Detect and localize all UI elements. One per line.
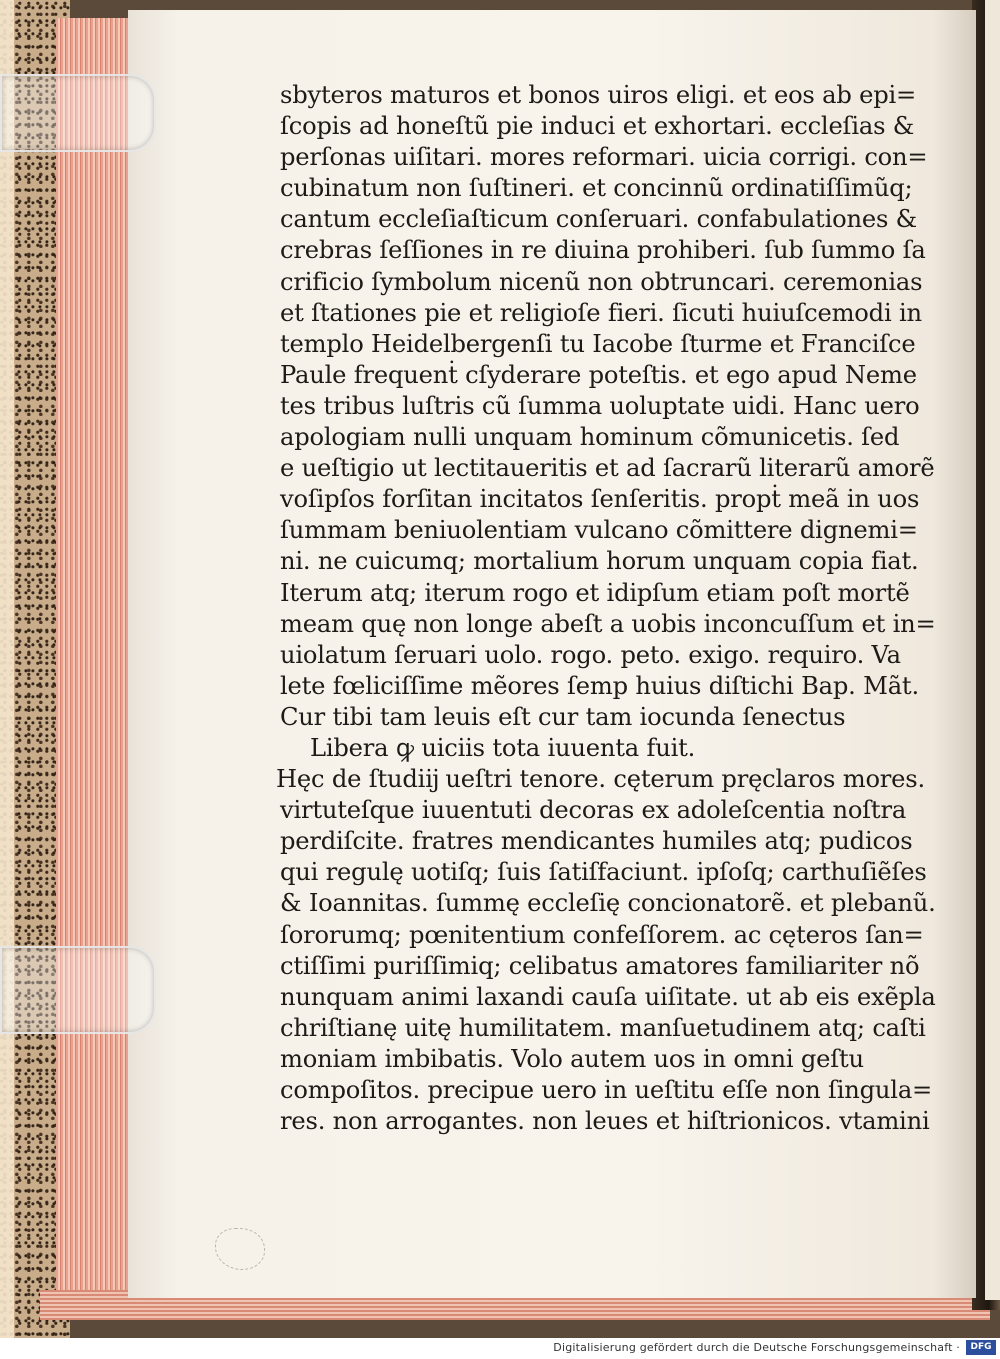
text-line: crificio ſymbolum nicenũ non obtruncari. ceremonias: [280, 267, 923, 296]
text-line: virtuteſque iuuentuti decoras ex adoleſcentia noſtra: [280, 796, 907, 825]
text-line: perſonas uiſitari. mores reformari. uicia corrigi. con=: [280, 143, 928, 172]
text-line: & Ioannitas. ſummę eccleſię concionatorẽ. et plebanũ.: [280, 889, 936, 918]
text-line: apologiam nulli unquam hominum cõmunicetis. ſed: [280, 423, 900, 452]
text-line: crebras ſeſſiones in re diuina prohiberi. ſub ſummo ſa: [280, 236, 926, 265]
text-line: ſummam beniuolentiam vulcano cõmittere dignemi=: [280, 516, 918, 545]
text-line: ctiſſimi puriſſimiq; celibatus amatores familiariter nõ: [280, 951, 920, 980]
text-line: chriſtianę uitę humilitatem. manſuetudinem atq; caſti: [280, 1013, 926, 1042]
text-line: compoſitos. precipue uero in ueſtitu eſſe non ſingula=: [280, 1076, 933, 1104]
text-line: res. non arrogantes. non leues et hiſtrionicos. vtamini: [280, 1107, 930, 1136]
text-line: Paule frequenṫ cſyderare poteſtis. et ego apud Neme: [280, 360, 917, 389]
text-line: qui regulę uotiſq; ſuis ſatiſfaciunt. ipſoſq; carthuſiẽſes: [280, 858, 927, 887]
text-line: ni. ne cuicumq; mortalium horum unquam copia fiat.: [280, 547, 919, 576]
text-line: ſororumq; pœnitentium confeſſorem. ac cęteros ſan=: [280, 920, 924, 949]
book-clip-bottom: [0, 946, 156, 1034]
digitization-footer: [0, 1338, 1000, 1359]
text-line: uiolatum ſeruari uolo. rogo. peto. exigo. requiro. Va: [280, 640, 901, 669]
verse-line: Cur tibi tam leuis eſt cur tam iocunda ſenectus: [280, 702, 846, 731]
funding-credit: Digitalisierung gefördert durch die Deutsche Forschungsgemeinschaft ·: [553, 1341, 960, 1354]
text-line: lete fœliciſſime mẽores ſemp huius diſtichi Bap. Mãt.: [280, 671, 919, 700]
text-line: moniam imbibatis. Volo autem uos in omni geſtu: [280, 1044, 864, 1073]
text-line: cubinatum non ſuſtineri. et concinnũ ordinatiſſimũq;: [280, 174, 913, 203]
book-clip-top: [0, 74, 156, 152]
text-line: meam quę non longe abeſt a uobis inconcuſſum et in=: [280, 609, 936, 638]
text-line: e ueſtigio ut lectitaueritis et ad ſacrarũ literarũ amorẽ: [280, 454, 935, 483]
facing-page-edge: [985, 0, 1000, 1300]
text-line: nunquam animi laxandi cauſa uiſitate. ut ab eis exẽpla: [280, 982, 936, 1011]
text-line: Iterum atq; iterum rogo et idipſum etiam poſt mortẽ: [280, 578, 910, 607]
text-line: et ſtationes pie et religioſe fieri. ſicuti huiuſcemodi in: [280, 298, 922, 327]
text-line: cantum eccleſiaſticum conſeruari. confabulationes &: [280, 205, 917, 234]
page-text: [276, 80, 936, 1137]
text-line: ſcopis ad honeſtũ pie induci et exhortari. eccleſias &: [280, 112, 915, 141]
text-line: tes tribus luſtris cũ ſumma uoluptate uidi. Hanc uero: [280, 391, 920, 420]
verse-line: Libera ꝙ uiciis tota iuuenta fuit.: [310, 733, 696, 762]
text-line: templo Heidelbergenſi tu Iacobe ſturme et Franciſce: [280, 329, 916, 358]
text-line: voſipſos forſitan incitatos ſenſeritis. propṫ meã in uos: [280, 485, 920, 514]
text-line: sbyteros maturos et bonos uiros eligi. et eos ab epi=: [280, 81, 917, 109]
text-line: perdiſcite. fratres mendicantes humiles atq; pudicos: [280, 827, 913, 856]
dfg-logo: DFG: [966, 1340, 996, 1355]
red-page-edges: [56, 18, 134, 1318]
text-line: Hęc de ſtudiĳ ueſtri tenore. cęterum pręclaros mores.: [276, 765, 925, 794]
